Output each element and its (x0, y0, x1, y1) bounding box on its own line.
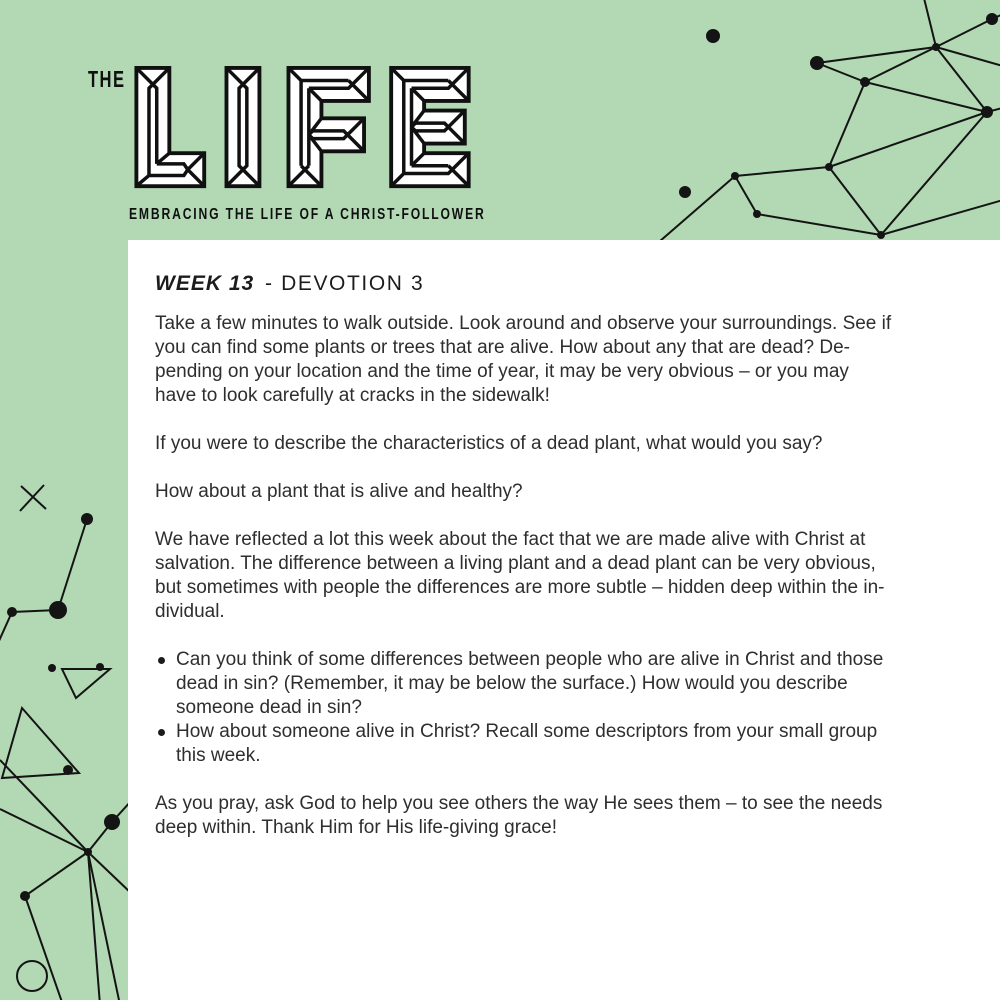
bullet-item-differences (155, 648, 960, 720)
constellation-bottom-left (0, 485, 132, 1000)
logo-tagline: EMBRACING THE LIFE OF A CHRIST-FOLLOWER (129, 206, 486, 223)
constellation-top-right (652, 0, 1000, 248)
paragraph-prayer: As you pray, ask God to help you see others the way He sees them – to see the needs deep within. Thank Him for His life-giving grace! (155, 793, 883, 838)
paragraph-intro: Take a few minutes to walk outside. Look around and observe your surroundings. See if you can find some plants or trees that are alive. How about any that are dead? De- pending on your location and the time of year, it may be very obvious – or you may have to look carefully at cracks in the sidewalk! (155, 313, 892, 406)
bullet-icon (158, 729, 165, 736)
question-alive-plant: How about a plant that is alive and healthy? (155, 481, 523, 502)
paragraph-reflection: We have reflected a lot this week about the fact that we are made alive with Christ at salvation. The difference between a living plant and a dead plant can be very obvious, but sometimes with people the differences are more subtle – hidden deep within the in- dividual. (155, 529, 885, 622)
life-wordmark (131, 66, 476, 190)
week-label: WEEK 13 (155, 272, 255, 295)
bullet-item-alive-in-christ (155, 720, 960, 768)
bullet-text: Can you think of some differences between people who are alive in Christ and those dead in sin? (Remember, it may be below the surface.) How would you describe someone dead in sin? (176, 649, 884, 718)
content-card (128, 240, 1000, 1000)
question-dead-plant: If you were to describe the characteristics of a dead plant, what would you say? (155, 433, 823, 454)
bullet-text: How about someone alive in Christ? Recall some descriptors from your small group this week. (176, 721, 878, 766)
bullet-icon (158, 657, 165, 664)
logo-the: THE (88, 66, 126, 92)
devotion-label: - DEVOTION 3 (265, 272, 425, 295)
bullet-list (155, 648, 960, 768)
page-title (155, 272, 960, 296)
